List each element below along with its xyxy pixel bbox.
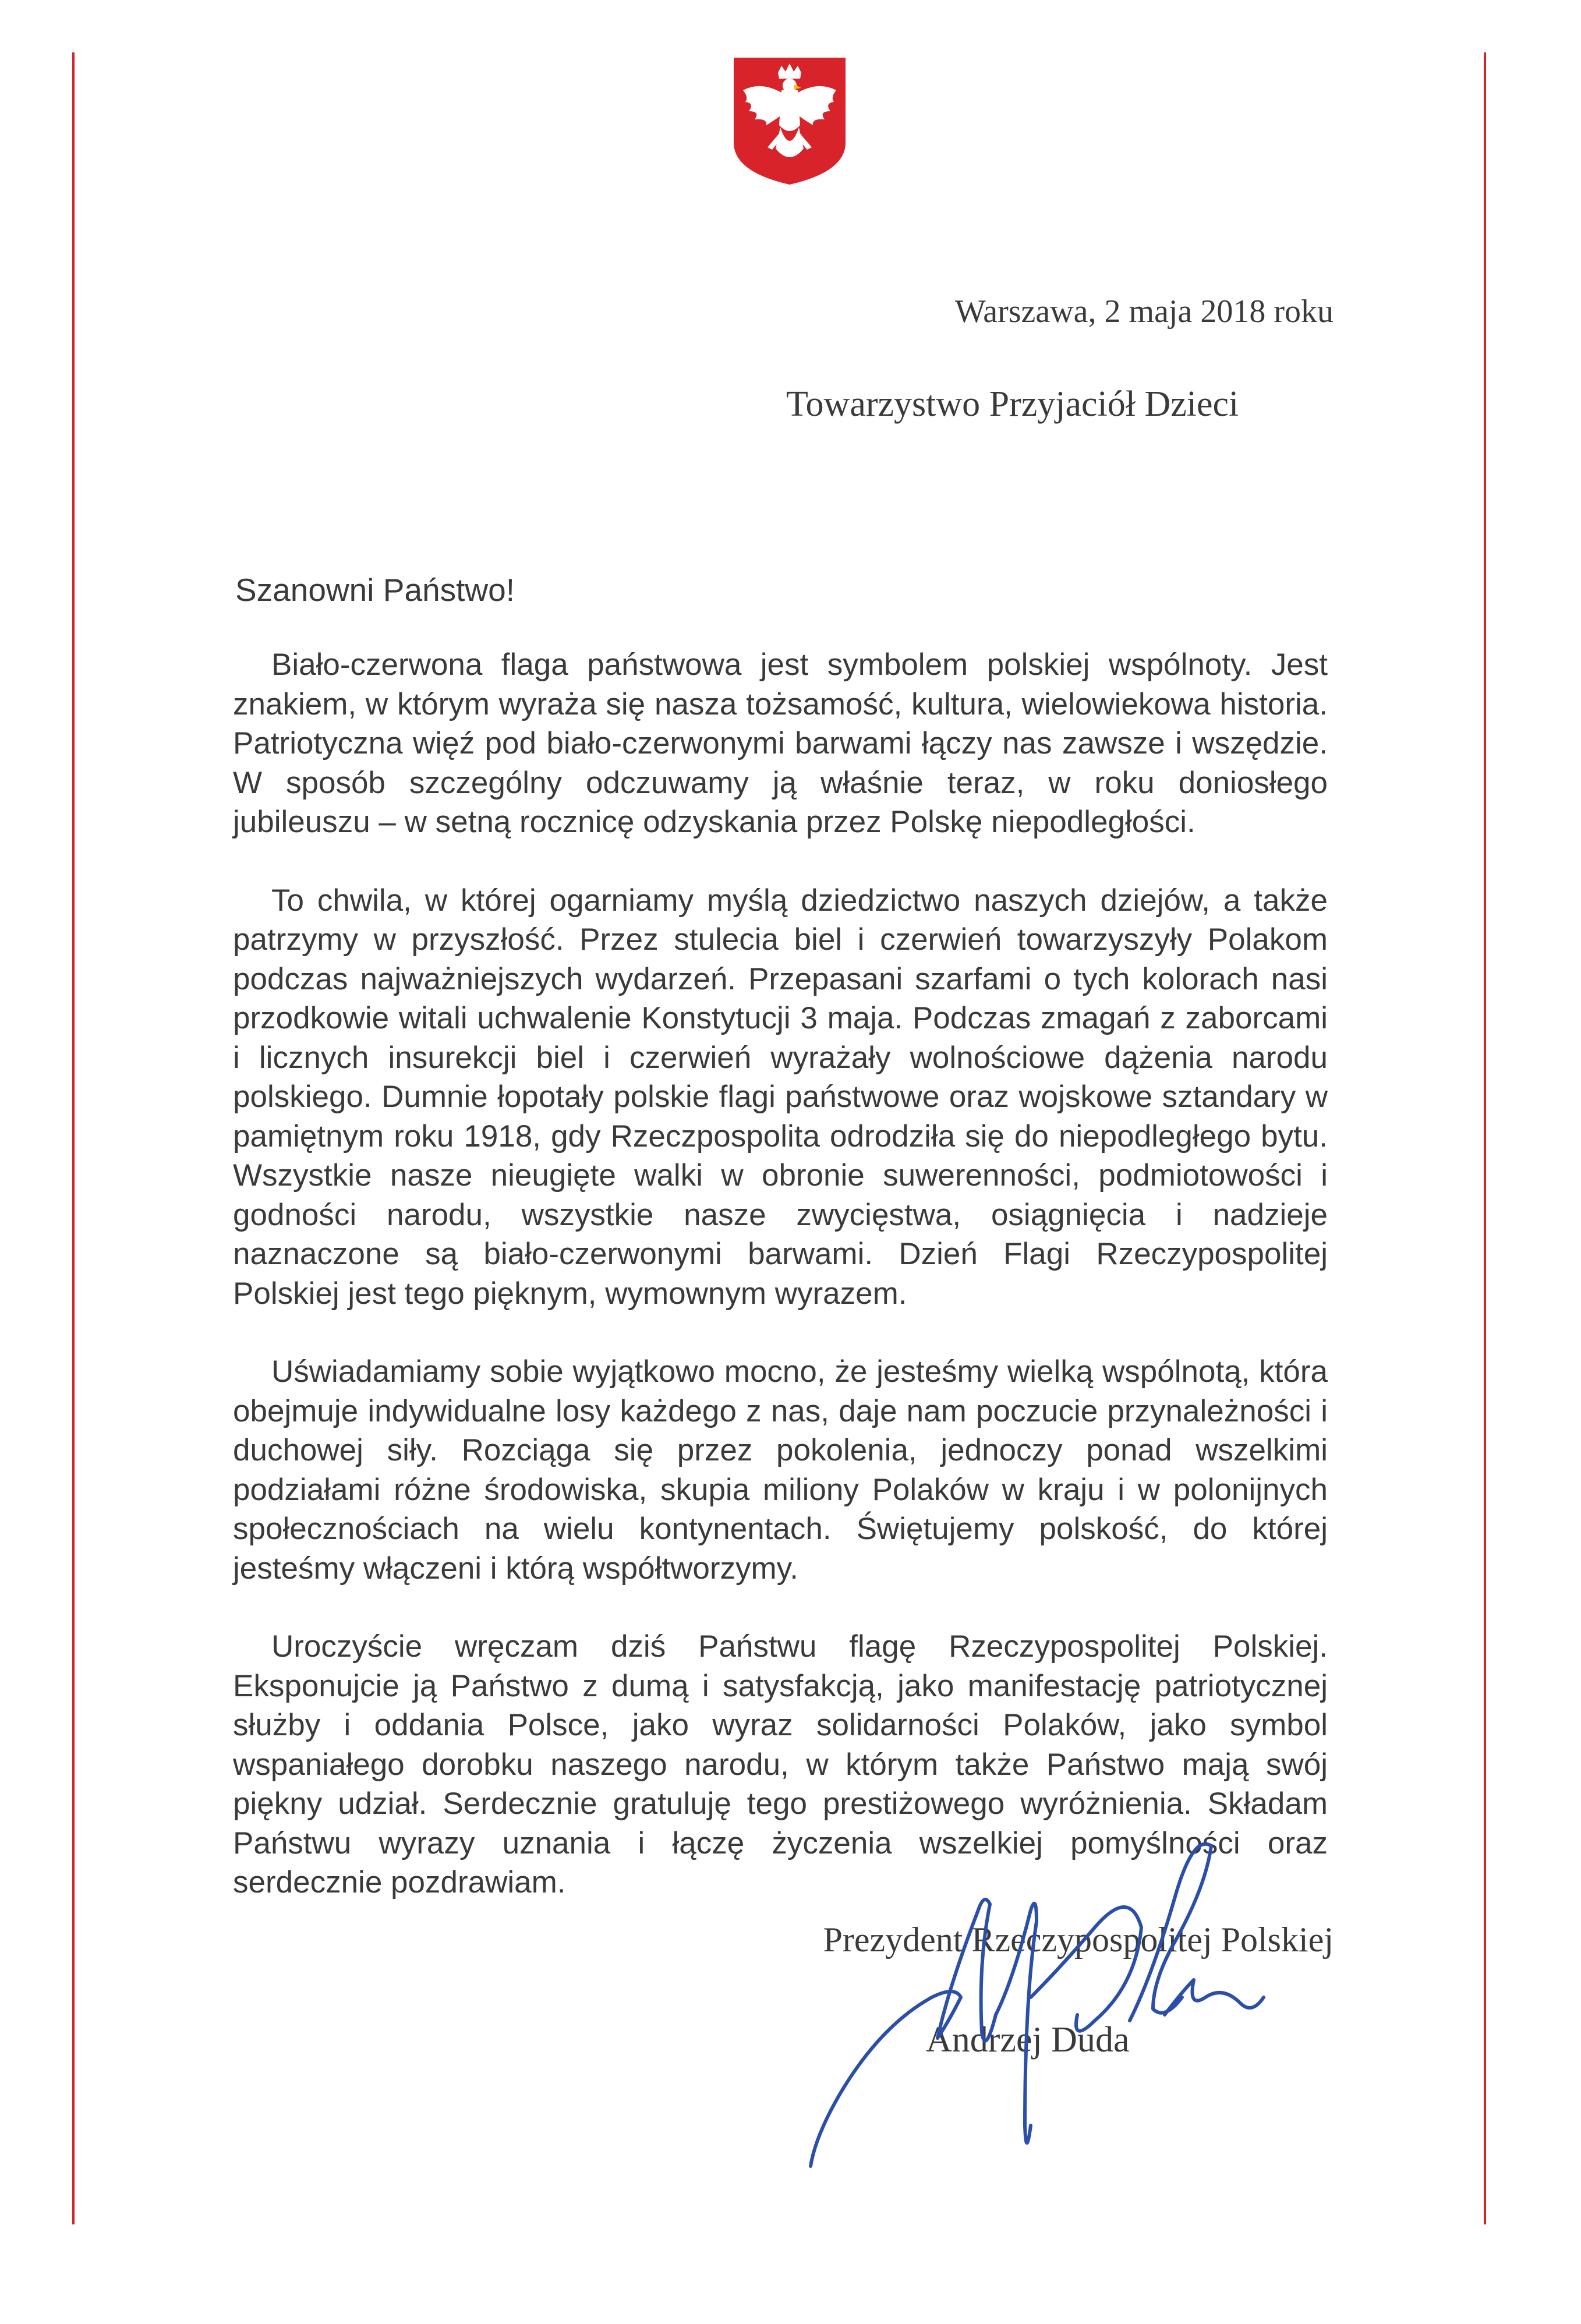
coat-of-arms-icon xyxy=(731,55,848,187)
handwritten-signature xyxy=(804,1823,1328,2172)
paragraph-1: Biało-czerwona flaga państwowa jest symbolem polskiej wspólnoty. Jest znakiem, w którym wyraża się nasza tożsamość, kultura, wielowiekowa historia. Patriotyczna więź pod biało-czerwonymi barwami łączy nas zawsze i wszędzie. W sposób szczególny odczuwamy ją właśnie teraz, w roku doniosłego jubileuszu – w setną rocznicę odzyskania przez Polskę niepodległości. xyxy=(233,648,1328,839)
paragraph-4: Uroczyście wręczam dziś Państwu flagę Rzeczypospolitej Polskiej. Eksponujcie ją Państwo z dumą i satysfakcją, jako manifestację patriotycznej służby i oddania Polsce, jako wyraz solidarności Polaków, jako symbol wspaniałego dorobku naszego narodu, w którym także Państwo mają swój piękny udział. Serdecznie gratuluję tego prestiżowego wyróżnienia. Składam Państwu wyrazy uznania i łączę życzenia wszelkiej pomyślności oraz serdecznie pozdrawiam. xyxy=(233,1629,1328,1899)
letter-date: Warszawa, 2 maja 2018 roku xyxy=(954,293,1334,330)
paragraph-3: Uświadamiamy sobie wyjątkowo mocno, że jesteśmy wielką wspólnotą, która obejmuje indywidualne losy każdego z nas, daje nam poczucie przynależności i duchowej siły. Rozciąga się przez pokolenia, jednoczy ponad wszelkimi podziałami różne środowiska, skupia miliony Polaków w kraju i w polonijnych społecznościach na wielu kontynentach. Świętujemy polskość, do której jesteśmy włączeni i którą współtworzymy. xyxy=(233,1354,1328,1586)
paragraph-2: To chwila, w której ogarniamy myślą dziedzictwo naszych dziejów, a także patrzymy w przyszłość. Przez stulecia biel i czerwień towarzyszyły Polakom podczas najważniejszych wydarzeń. Przepasani szarfami o tych kolorach nasi przodkowie witali uchwalenie Konstytucji 3 maja. Podczas zmagań z zaborcami i licznych insurekcji biel i czerwień wyrażały wolnościowe dążenia narodu polskiego. Dumnie łopotały polskie flagi państwowe oraz wojskowe sztandary w pamiętnym roku 1918, gdy Rzeczpospolita odrodziła się do niepodległego bytu. Wszystkie nasze nieugięte walki w obronie suwerenności, podmiotowości i godności narodu, wszystkie nasze zwycięstwa, osiągnięcia i nadzieje naznaczone są biało-czerwonymi barwami. Dzień Flagi Rzeczypospolitej Polskiej jest tego pięknym, wymownym wyrazem. xyxy=(233,883,1328,1311)
left-margin-line xyxy=(72,52,75,2224)
letter-salutation: Szanowni Państwo! xyxy=(235,572,515,608)
letter-body xyxy=(233,645,1328,1902)
right-margin-line xyxy=(1484,52,1486,2224)
signatory-name: Andrzej Duda xyxy=(926,2020,1130,2060)
letter-recipient: Towarzystwo Przyjaciół Dzieci xyxy=(786,384,1239,424)
signatory-title: Prezydent Rzeczypospolitej Polskiej xyxy=(823,1920,1334,1959)
